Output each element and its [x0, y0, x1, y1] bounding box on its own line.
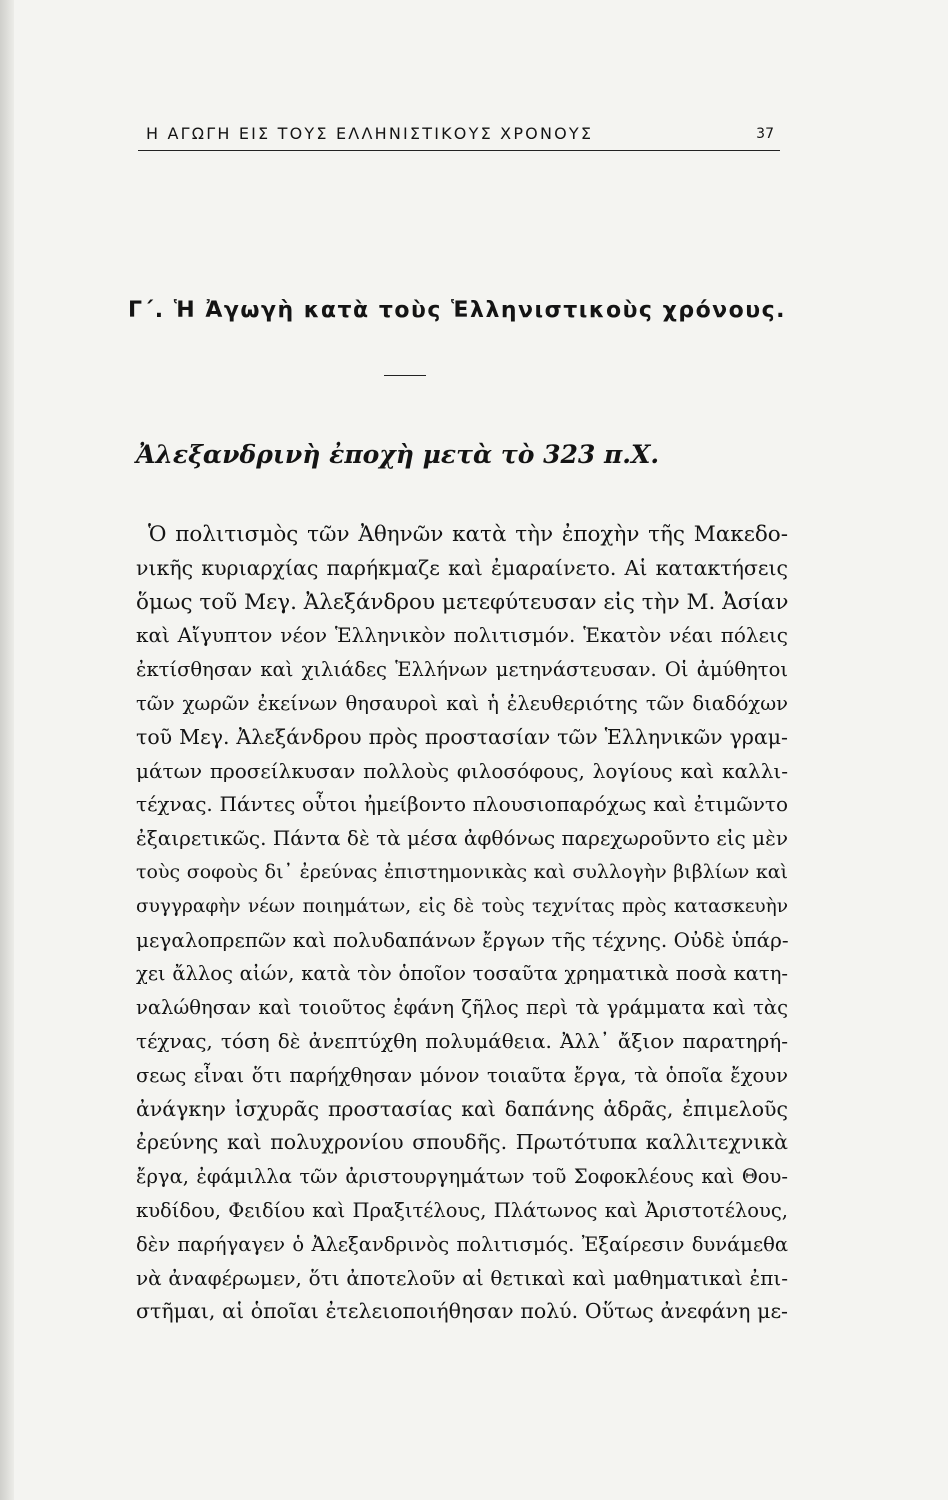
text-line: ὅμως τοῦ Μεγ. Ἀλεξάνδρου μετεφύτευσαν εἰς τὴν Μ. Ἀσίαν: [136, 589, 789, 615]
text-line: μεγαλοπρεπῶν καὶ πολυδαπάνων ἔργων τῆς τέχνης. Οὐδὲ ὑπάρ-: [136, 927, 789, 952]
text-line: συγγραφὴν νέων ποιημάτων, εἰς δὲ τοὺς τεχνίτας πρὸς κατασκευὴν: [136, 895, 788, 917]
text-line: μάτων προσείλκυσαν πολλοὺς φιλοσόφους, λογίους καὶ καλλι-: [136, 758, 788, 783]
text-line: Ὁ πολιτισμὸς τῶν Ἀθηνῶν κατὰ τὴν ἐποχὴν τῆς Μακεδο-: [148, 522, 788, 547]
text-line: τέχνας, τόση δὲ ἀνεπτύχθη πολυμάθεια. Ἀλλ᾽ ἄξιον παρατηρή-: [136, 1028, 788, 1053]
text-line: ἐρεύνης καὶ πολυχρονίου σπουδῆς. Πρωτότυπα καλλιτεχνικὰ: [136, 1130, 788, 1155]
page-gutter: [0, 0, 14, 1500]
text-line: ναλώθησαν καὶ τοιοῦτος ἐφάνη ζῆλος περὶ τὰ γράμματα καὶ τὰς: [136, 996, 788, 1020]
text-line: καὶ Αἴγυπτον νέον Ἑλληνικὸν πολιτισμόν. Ἑκατὸν νέαι πόλεις: [136, 623, 788, 648]
text-line: κυδίδου, Φειδίου καὶ Πραξιτέλους, Πλάτωνος καὶ Ἀριστοτέλους,: [136, 1198, 788, 1222]
page-number: 37: [756, 126, 774, 142]
running-head: [138, 120, 780, 151]
text-line: τῶν χωρῶν ἐκείνων θησαυροὶ καὶ ἡ ἐλευθεριότης τῶν διαδόχων: [136, 691, 788, 715]
running-title: Η ΑΓΩΓΗ ΕΙΣ ΤΟΥΣ ΕΛΛΗΝΙΣΤΙΚΟΥΣ ΧΡΟΝΟΥΣ: [146, 124, 594, 143]
text-line: ἐξαιρετικῶς. Πάντα δὲ τὰ μέσα ἀφθόνως παρεχωροῦντο εἰς μὲν: [136, 826, 788, 851]
text-line: τοῦ Μεγ. Ἀλεξάνδρου πρὸς προστασίαν τῶν Ἑλληνικῶν γραμ-: [136, 724, 788, 749]
text-line: νὰ ἀναφέρωμεν, ὅτι ἀποτελοῦν αἱ θετικαὶ καὶ μαθηματικαὶ ἐπι-: [136, 1265, 788, 1290]
text-line: ἀνάγκην ἰσχυρᾶς προστασίας καὶ δαπάνης ἁδρᾶς, ἐπιμελοῦς: [136, 1096, 788, 1121]
text-line: ἔργα, ἐφάμιλλα τῶν ἀριστουργημάτων τοῦ Σοφοκλέους καὶ Θου-: [136, 1165, 788, 1189]
body-paragraph: [136, 518, 788, 1329]
section-divider: [384, 375, 426, 376]
text-line: στῆμαι, αἱ ὁποῖαι ἐτελειοποιήθησαν πολύ. Οὕτως ἀνεφάνη με-: [136, 1299, 788, 1324]
text-line: δὲν παρήγαγεν ὁ Ἀλεξανδρινὸς πολιτισμός. Ἐξαίρεσιν δυνάμεθα: [136, 1232, 788, 1256]
text-line: τοὺς σοφοὺς δι᾽ ἐρεύνας ἐπιστημονικὰς καὶ συλλογὴν βιβλίων καὶ: [136, 860, 788, 883]
text-line: νικῆς κυριαρχίας παρήκμαζε καὶ ἐμαραίνετο. Αἱ κατακτήσεις: [136, 555, 788, 580]
chapter-heading: Γ΄. Ἡ Ἀγωγὴ κατὰ τοὺς Ἑλληνιστικοὺς χρόνους.: [128, 298, 787, 323]
text-line: τέχνας. Πάντες οὗτοι ἠμείβοντο πλουσιοπαρόχως καὶ ἐτιμῶντο: [136, 792, 788, 817]
text-line: ἐκτίσθησαν καὶ χιλιάδες Ἑλλήνων μετηνάστευσαν. Οἱ ἀμύθητοι: [136, 658, 788, 682]
section-subheading: Ἀλεξανδρινὴ ἐποχὴ μετὰ τὸ 323 π.Χ.: [136, 440, 660, 469]
text-line: σεως εἶναι ὅτι παρήχθησαν μόνον τοιαῦτα ἔργα, τὰ ὁποῖα ἔχουν: [136, 1063, 788, 1087]
text-line: χει ἄλλος αἰών, κατὰ τὸν ὁποῖον τοσαῦτα χρηματικὰ ποσὰ κατη-: [136, 962, 788, 986]
